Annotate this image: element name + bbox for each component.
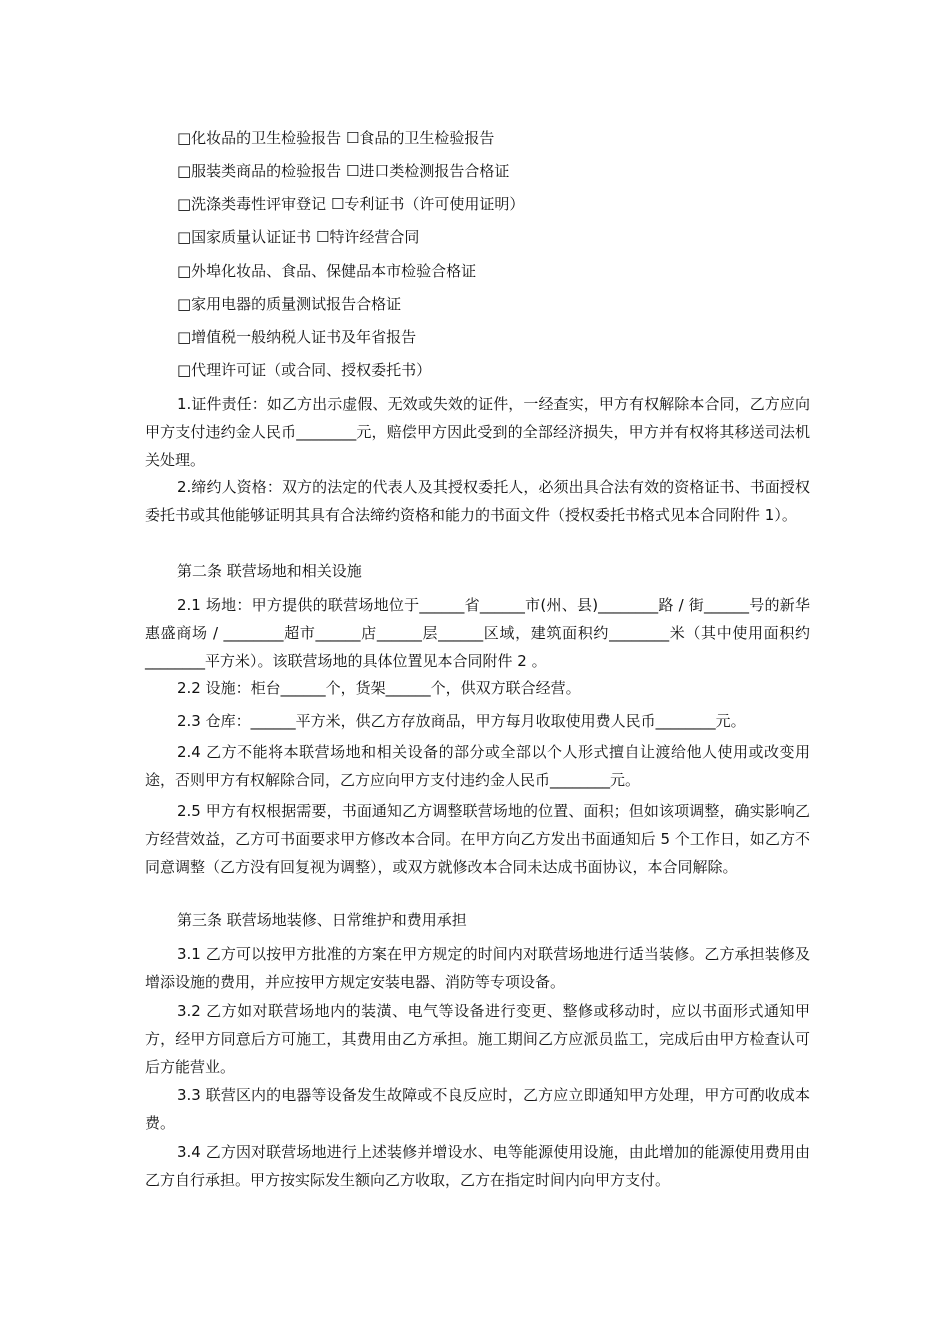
clause-2-4-transfer-prohibition: 2.4 乙方不能将本联营场地和相关设备的部分或全部以个人形式擅自让渡给他人使用或改变用途，否则甲方有权解除合同，乙方应向甲方支付违约金人民币________元。 [145, 743, 810, 789]
article-2-heading: 第二条 联营场地和相关设施 [177, 562, 362, 580]
clause-2-5-adjustment: 2.5 甲方有权根据需要，书面通知乙方调整联营场地的位置、面积；但如该项调整，确实影响乙方经营效益，乙方可书面要求甲方修改本合同。在甲方向乙方发出书面通知后 5 个工作日，如乙方不同意调整（乙方没有回复视为调整），或双方就修改本合同未达成书面协议，本合同解除。 [145, 802, 810, 876]
checklist-item: □增值税一般纳税人证书及年省报告 [177, 328, 417, 346]
clause-3-1-decoration: 3.1 乙方可以按甲方批准的方案在甲方规定的时间内对联营场地进行适当装修。乙方承担装修及增添设施的费用，并应按甲方规定安装电器、消防等专项设备。 [145, 945, 810, 991]
checklist-item: □国家质量认证证书 ☐特许经营合同 [177, 228, 420, 246]
clause-2-3-warehouse: 2.3 仓库：______平方米，供乙方存放商品，甲方每月收取使用费人民币________元。 [177, 712, 746, 730]
clause-2-signatory-qualification: 2.缔约人资格：双方的法定的代表人及其授权委托人，必须出具合法有效的资格证书、书面授权委托书或其他能够证明其具有合法缔约资格和能力的书面文件（授权委托书格式见本合同附件 1）。 [145, 478, 810, 524]
article-3-heading: 第三条 联营场地装修、日常维护和费用承担 [177, 911, 467, 929]
clause-3-2-modification: 3.2 乙方如对联营场地内的装潢、电气等设备进行变更、整修或移动时，应以书面形式通知甲方，经甲方同意后方可施工，其费用由乙方承担。施工期间乙方应派员监工，完成后由甲方检查认可后方能营业。 [145, 1002, 810, 1076]
checklist-item: □代理许可证（或合同、授权委托书） [177, 361, 432, 379]
clause-1-certificate-liability: 1.证件责任：如乙方出示虚假、无效或失效的证件，一经查实，甲方有权解除本合同，乙方应向甲方支付违约金人民币________元，赔偿甲方因此受到的全部经济损失，甲方并有权将其移送司法机关处理。 [145, 395, 810, 469]
checklist-item: □洗涤类毒性评审登记 ☐专利证书（许可使用证明） [177, 195, 525, 213]
checklist-item: □外埠化妆品、食品、保健品本市检验合格证 [177, 262, 477, 280]
clause-2-2-facilities: 2.2 设施：柜台______个，货架______个，供双方联合经营。 [177, 679, 581, 697]
clause-3-4-energy-costs: 3.4 乙方因对联营场地进行上述装修并增设水、电等能源使用设施，由此增加的能源使用费用由乙方自行承担。甲方按实际发生额向乙方收取，乙方在指定时间内向甲方支付。 [145, 1143, 810, 1189]
checklist-item: □家用电器的质量测试报告合格证 [177, 295, 402, 313]
checklist-item: □服装类商品的检验报告 ☐进口类检测报告合格证 [177, 162, 510, 180]
clause-3-3-equipment-fault: 3.3 联营区内的电器等设备发生故障或不良反应时，乙方应立即通知甲方处理，甲方可酌收成本费。 [145, 1086, 810, 1132]
clause-2-1-premises: 2.1 场地：甲方提供的联营场地位于______省______市(州、县)________路 / 街______号的新华惠盛商场 / ________超市______店______层______区域，建筑面积约________米（其中使用面积约________平方米）。该联营场地的具体位置见本合同附件 2 。 [145, 596, 810, 670]
checklist-item: □化妆品的卫生检验报告 ☐食品的卫生检验报告 [177, 129, 495, 147]
